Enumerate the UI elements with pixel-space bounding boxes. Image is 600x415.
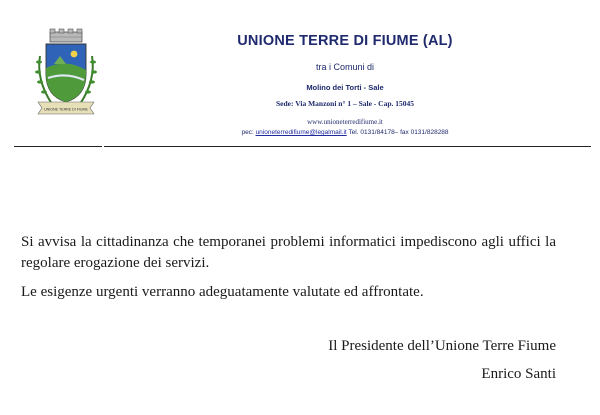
organization-title: UNIONE TERRE DI FIUME (AL) <box>237 33 453 49</box>
ribbon-text: UNIONE TERRE DI FIUME <box>44 107 88 112</box>
headquarters-address: Sede: Via Manzoni n° 1 – Sale - Cap. 15045 <box>275 99 414 108</box>
contact-line <box>190 129 500 136</box>
phone-fax: Tel. 0131/84178– fax 0131/828288 <box>348 129 449 136</box>
signature-name: Enrico Santi <box>481 366 556 382</box>
website-url[interactable]: www.unioneterredifiume.it <box>307 118 383 126</box>
crown-icon <box>50 29 82 42</box>
ribbon-banner <box>38 102 94 114</box>
header-divider-right <box>104 146 591 147</box>
coat-of-arms-logo <box>30 28 102 120</box>
shield-icon <box>46 44 86 102</box>
header-subtitle: tra i Comuni di <box>315 62 375 72</box>
pec-label: pec: <box>241 129 254 136</box>
pec-email-link[interactable]: unioneterredifiume@legalmail.it <box>255 129 347 136</box>
notice-paragraph-urgent: Le esigenze urgenti verranno adeguatamente valutate ed affrontate. <box>21 284 424 300</box>
header-divider-left <box>14 146 102 147</box>
notice-paragraph: Si avvisa la cittadinanza che temporanei problemi informatici impediscono agli uffici la regolare erogazione dei servizi. <box>21 234 556 271</box>
signature-title: Il Presidente dell’Unione Terre Fiume <box>328 338 556 354</box>
member-municipalities: Molino dei Torti - Sale <box>306 83 384 92</box>
